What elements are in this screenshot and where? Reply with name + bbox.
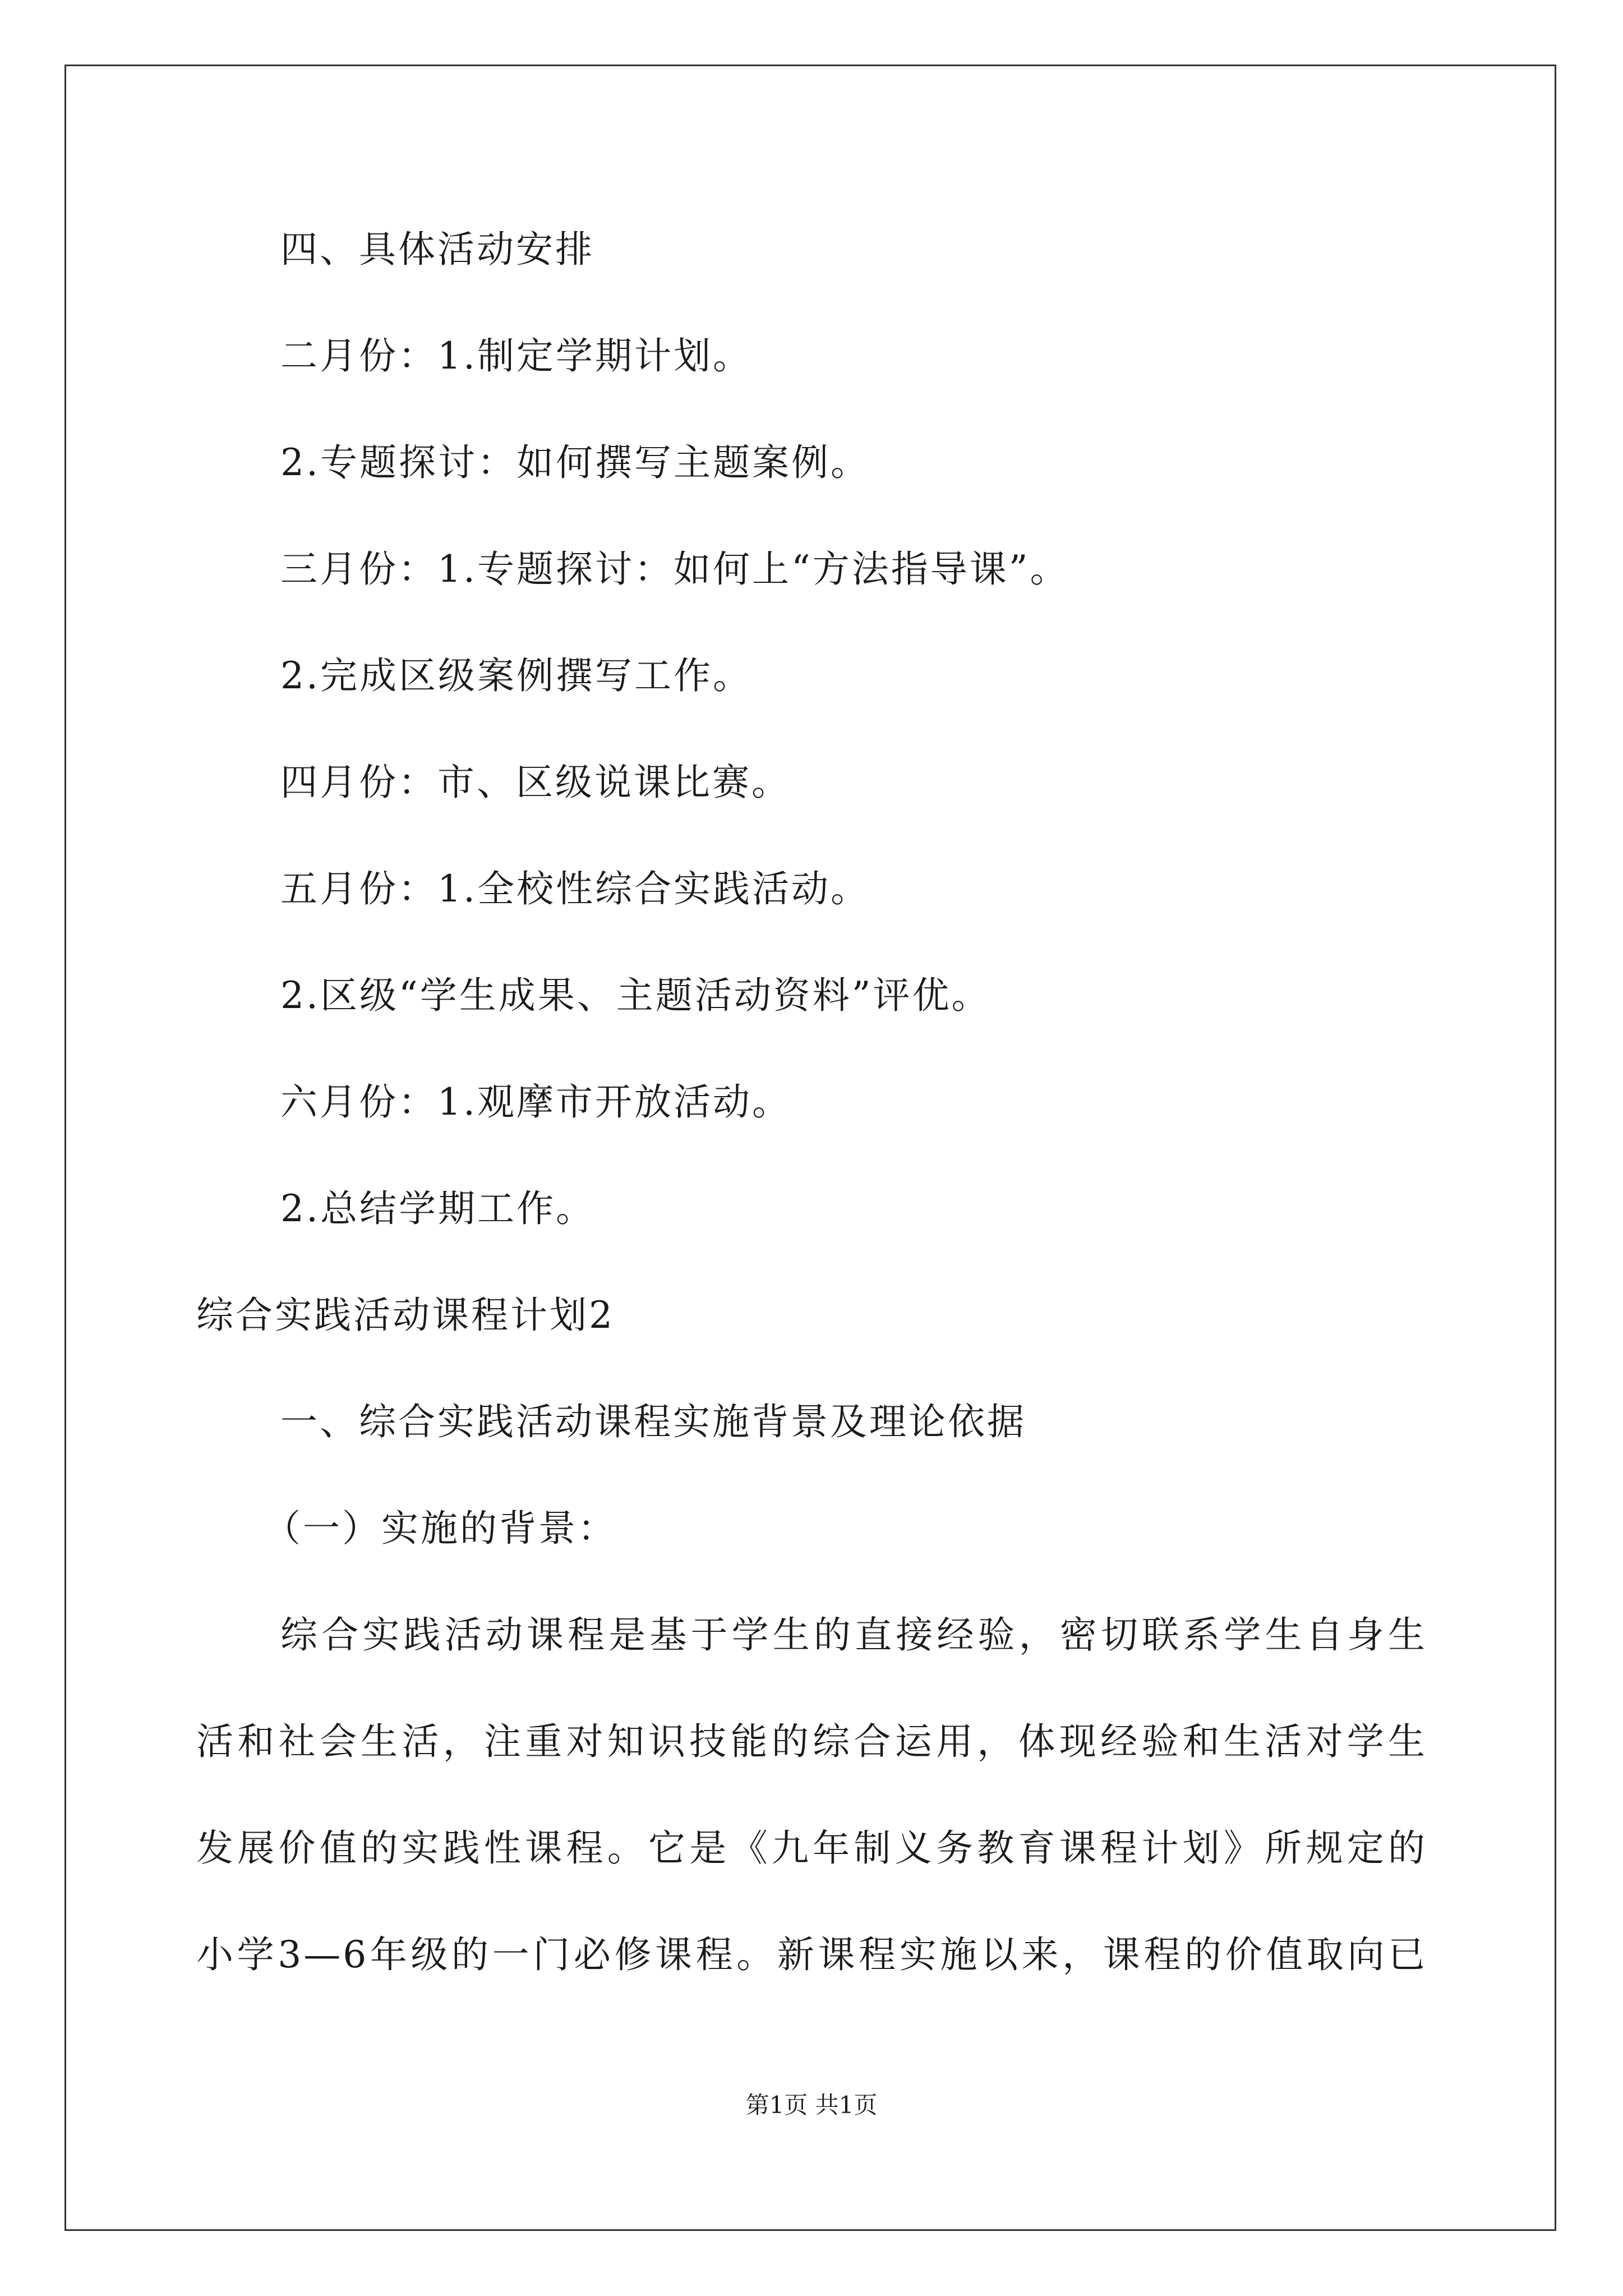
paragraph-line: 小学3—6年级的一门必修课程。新课程实施以来，课程的价值取向已 — [196, 1933, 1427, 1976]
page-border — [64, 65, 1556, 2231]
schedule-line-feb-1: 二月份：1.制定学期计划。 — [280, 334, 752, 378]
activity-heading: 四、具体活动安排 — [280, 228, 594, 271]
paragraph-line: 发展价值的实践性课程。它是《九年制义务教育课程计划》所规定的 — [196, 1826, 1427, 1870]
schedule-line-may-1: 五月份：1.全校性综合实践活动。 — [280, 867, 870, 910]
heading-implementation-background: （一）实施的背景： — [264, 1507, 617, 1550]
schedule-line-mar-2: 2.完成区级案例撰写工作。 — [280, 654, 752, 697]
schedule-line-jun-2: 2.总结学期工作。 — [280, 1187, 595, 1230]
section-title: 综合实践活动课程计划2 — [196, 1294, 615, 1337]
heading-background-theory: 一、综合实践活动课程实施背景及理论依据 — [280, 1400, 1026, 1443]
paragraph-line: 综合实践活动课程是基于学生的直接经验，密切联系学生自身生 — [280, 1613, 1427, 1657]
schedule-line-mar-1: 三月份：1.专题探讨：如何上“方法指导课”。 — [280, 547, 1069, 591]
schedule-line-jun-1: 六月份：1.观摩市开放活动。 — [280, 1080, 791, 1124]
paragraph-line: 活和社会生活，注重对知识技能的综合运用，体现经验和生活对学生 — [196, 1720, 1427, 1763]
page-number-footer: 第1页 共1页 — [745, 2091, 878, 2119]
schedule-line-apr: 四月份：市、区级说课比赛。 — [280, 761, 791, 804]
schedule-line-may-2: 2.区级“学生成果、主题活动资料”评优。 — [280, 974, 991, 1017]
schedule-line-feb-2: 2.专题探讨：如何撰写主题案例。 — [280, 441, 870, 484]
